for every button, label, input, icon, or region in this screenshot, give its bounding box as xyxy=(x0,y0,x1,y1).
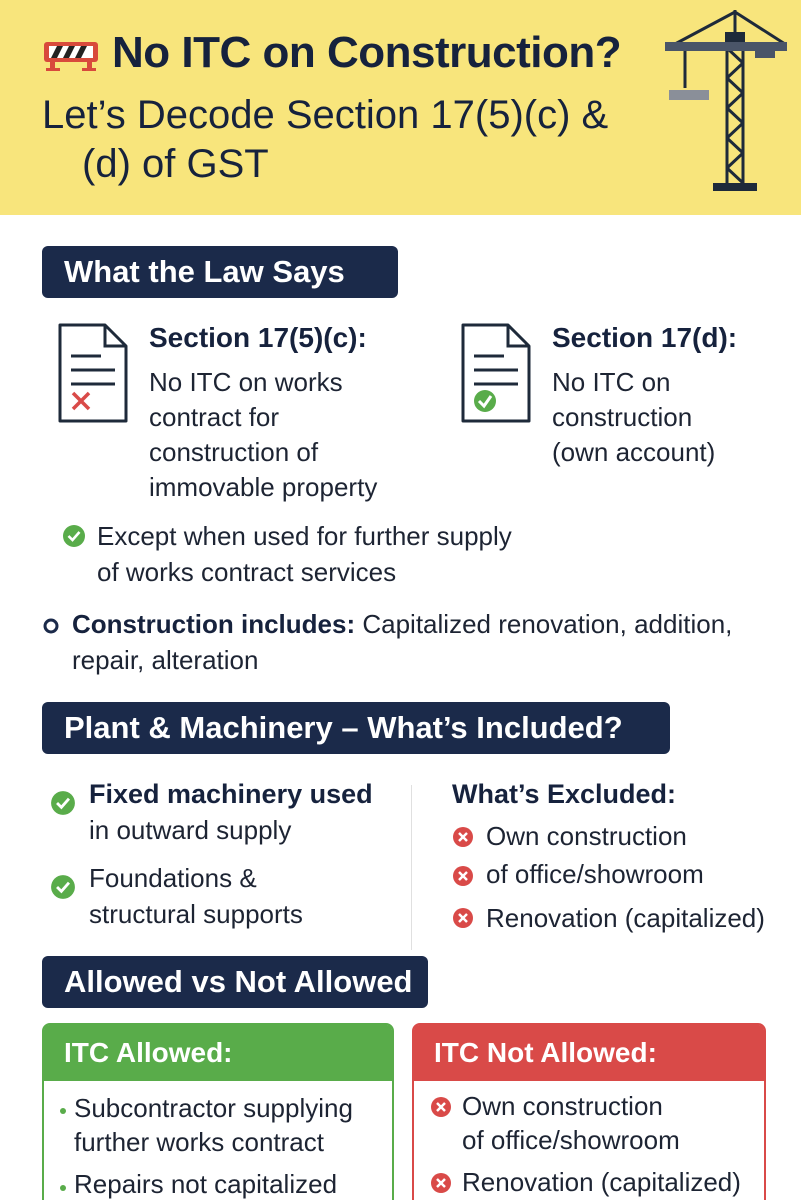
check-circle-icon xyxy=(62,524,86,548)
section-17-5-c-description: No ITC on works contract for construction of immovable property xyxy=(149,367,378,502)
exception-line2: of works contract services xyxy=(97,557,397,587)
crane-icon xyxy=(655,8,790,198)
page-subtitle-line2: (d) of GST xyxy=(82,142,269,186)
included-item-1-line1: Fixed machinery used xyxy=(89,779,373,809)
itc-allowed-title: ITC Allowed: xyxy=(44,1025,392,1081)
section-17-5-c-title: Section 17(5)(c): xyxy=(149,322,367,353)
excluded-title: What’s Excluded: xyxy=(452,779,677,809)
exception-line1: Except when used for further supply xyxy=(97,521,512,551)
section-17-d-description: No ITC on construction (own account) xyxy=(552,367,716,467)
excluded-item-1: Own construction xyxy=(486,821,687,851)
included-item-1-line2: in outward supply xyxy=(89,815,292,845)
itc-allowed-card xyxy=(42,1023,394,1200)
section-heading-compare: Allowed vs Not Allowed xyxy=(42,956,428,1008)
section-heading-law: What the Law Says xyxy=(42,246,398,298)
header-banner xyxy=(0,0,801,215)
x-circle-icon xyxy=(452,826,474,848)
check-circle-icon xyxy=(50,790,76,816)
x-circle-icon xyxy=(452,865,474,887)
not-allowed-item-2-line1: Renovation (capitalized) xyxy=(462,1167,741,1197)
construction-includes-label: Construction includes: xyxy=(72,609,356,639)
not-allowed-item-1-line1: Own construction xyxy=(462,1091,663,1121)
section-17-d-title: Section 17(d): xyxy=(552,322,738,353)
document-reject-icon xyxy=(57,322,129,424)
itc-not-allowed-title: ITC Not Allowed: xyxy=(414,1025,764,1081)
construction-includes-text2: repair, alteration xyxy=(72,645,259,675)
section-heading-plant: Plant & Machinery – What’s Included? xyxy=(42,702,670,754)
included-item-2-line2: structural supports xyxy=(89,899,303,929)
excluded-item-2: of office/showroom xyxy=(486,859,704,889)
itc-not-allowed-card xyxy=(412,1023,766,1200)
construction-includes-line xyxy=(72,606,732,642)
construction-includes-text: Capitalized renovation, addition, xyxy=(362,609,733,639)
allowed-item-1-line1: Subcontractor supplying xyxy=(74,1093,353,1123)
page-subtitle-line1: Let’s Decode Section 17(5)(c) & xyxy=(42,93,609,137)
circle-bullet-icon xyxy=(42,617,60,635)
column-divider xyxy=(411,785,412,950)
excluded-item-3: Renovation (capitalized) xyxy=(486,903,765,933)
x-circle-icon xyxy=(430,1172,452,1194)
check-circle-icon xyxy=(50,874,76,900)
document-approved-icon xyxy=(460,322,532,424)
x-circle-icon xyxy=(430,1096,452,1118)
allowed-item-2-line1: Repairs not capitalized xyxy=(74,1169,338,1199)
not-allowed-item-1-line2: of office/showroom xyxy=(462,1125,680,1155)
road-barrier-icon xyxy=(42,38,100,72)
bullet-dot xyxy=(60,1108,66,1114)
page-title: No ITC on Construction? xyxy=(112,28,622,77)
x-circle-icon xyxy=(452,907,474,929)
included-item-2-line1: Foundations & xyxy=(89,863,257,893)
allowed-item-1-line2: further works contract xyxy=(74,1127,324,1157)
bullet-dot xyxy=(60,1185,66,1191)
